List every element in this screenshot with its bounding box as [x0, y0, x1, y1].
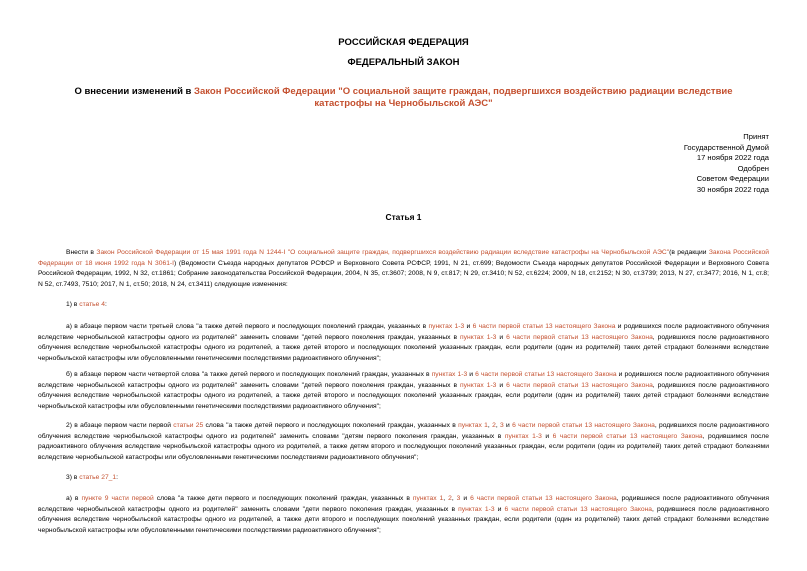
item-text: а) в абзаце первом части третьей слова "а также детей первого и последующих поколений граждан, указанных в: [66, 323, 429, 330]
article-4-link[interactable]: статье 4: [79, 301, 105, 308]
item-text: и: [494, 505, 505, 513]
item-text: и: [496, 333, 507, 341]
law-title-link[interactable]: Закон Российской Федерации "О социальной защите граждан, подвергшихся воздействию радиации вследствие катастрофы на Чернобыльской АЭС": [194, 86, 733, 109]
intro-text: Внести в: [66, 249, 97, 256]
item-1a: [38, 322, 769, 364]
item-3: [38, 473, 769, 484]
item-text: и родившихся после радиоактивного облучения вследствие чернобыльской катастрофы одного из родителей" заменить словами "детей первого поколения граждан, указанных в: [38, 371, 770, 389]
accepted-date: 17 ноября 2022 года: [696, 153, 769, 162]
item-text: 1) в: [66, 301, 80, 308]
approved-by: Советом Федерации: [696, 174, 769, 183]
points-link[interactable]: пунктах 1-3: [458, 505, 495, 513]
item-3a: [38, 494, 769, 536]
article-13-link[interactable]: 6 части первой статьи 13 настоящего Закона: [552, 432, 703, 440]
country-heading: РОССИЙСКАЯ ФЕДЕРАЦИЯ: [338, 37, 469, 48]
item-text: :: [116, 474, 118, 481]
approved-label: Одобрен: [737, 163, 769, 173]
intro-amending-law-link[interactable]: Закона Российской Федерации от 18 июня 1992 года N 3061-I: [38, 249, 769, 267]
article-13-link[interactable]: 6 части первой статьи 13 настоящего Закона: [504, 505, 652, 513]
points-link[interactable]: пунктах 1-3: [460, 333, 497, 341]
approved-date: 30 ноября 2022 года: [696, 184, 769, 194]
item-text: а) в: [66, 495, 82, 502]
article-13-link[interactable]: 6 части первой статьи 13 настоящего Закона: [475, 371, 617, 378]
item-1b: [38, 370, 769, 412]
item-text: и: [503, 422, 513, 429]
item-text: :: [104, 301, 107, 308]
item-text: и: [467, 371, 476, 378]
article-13-link[interactable]: 6 части первой статьи 13 настоящего Закона: [506, 333, 653, 341]
item-1: [38, 300, 769, 311]
intro-law-link[interactable]: Закон Российской Федерации от 15 мая 1991 года N 1244-I "О социальной защите граждан, подвергшихся воздействию радиации вследствие катастрофы на Чернобыльской АЭС": [96, 249, 670, 256]
point-1-link[interactable]: пунктах 1: [412, 495, 444, 502]
law-title-prefix: О внесении изменений в: [74, 86, 195, 97]
point-2-link[interactable]: 2: [448, 495, 452, 502]
accepted-label: Принят: [743, 132, 769, 141]
adoption-block: [569, 132, 769, 195]
item-text: 2) в абзаце первом части первой: [66, 422, 174, 429]
item-text: слова "а также дети первого и последующих поколений граждан, указанных в: [153, 495, 413, 502]
law-type-heading: ФЕДЕРАЛЬНЫЙ ЗАКОН: [347, 57, 460, 68]
item-text: ,: [451, 495, 457, 502]
article-13-link[interactable]: 6 части первой статьи 13 настоящего Закона: [472, 323, 616, 330]
intro-paragraph: [38, 248, 769, 290]
intro-text: (в редакции: [669, 249, 709, 256]
item-text: , родившихся после радиоактивного облучения вследствие чернобыльской катастрофы одного из родителей, а также детей второго и последующих поколений указанных граждан, если родители (один из родителей) таких детей страдают болезнями вследствие чернобыльской катастрофы или обусловленными генетическими последствиями радиоактивного облучения";: [38, 333, 770, 362]
accepted-by: Государственной Думой: [683, 142, 769, 152]
item-text: , родившиеся после радиоактивного облучения вследствие чернобыльской катастрофы одного из родителей" заменить словами "дети первого поколения граждан, указанных в: [38, 495, 770, 513]
intro-text: ) (Ведомости Съезда народных депутатов РСФСР и Верховного Совета РСФСР, 1991, N 21, ст.699; Ведомости Съезда народных депутатов Российской Федерации и Верховного Совета Российской Федерации, 1992, N 32, ст.1861; Собрание законодательства Российской Федерации, 2004, N 35, ст.3607; 2008, N 9, ст.817; N 29, ст.3410; N 52, ст.6224; 2009, N 18, ст.2152; N 30, ст.3739; 2013, N 27, ст.3477; 2016, N 1, ст.8; N 52, ст.7493, 7510; 2017, N 1, ст.50; 2018, N 24, ст.3411) следующие изменения:: [38, 259, 769, 288]
article-13-link[interactable]: 6 части первой статьи 13 настоящего Закона: [506, 381, 653, 389]
item-text: и: [541, 432, 553, 440]
points-link[interactable]: пунктах 1-3: [504, 432, 542, 440]
item-text: и: [464, 323, 473, 330]
article-13-link[interactable]: 6 части первой статьи 13 настоящего Закона: [470, 495, 617, 502]
points-link[interactable]: пунктах 1-3: [431, 371, 468, 378]
item-text: ,: [487, 422, 493, 429]
item-text: , родившиеся после радиоактивного облучения вследствие чернобыльской катастрофы одного из родителей, а также дети второго и последующих поколений указанных граждан, если родители (один из родителей) таких детей страдают болезнями вследствие чернобыльской катастрофы или обусловленными генетическими последствиями радиоактивного облучения";: [38, 505, 770, 534]
item-text: , родившимся после радиоактивного облучения вследствие чернобыльской катастрофы одного из родителей, а также детям второго и последующих поколений указанных граждан, если родители (один из родителей) таких детей страдают болезнями вследствие чернобыльской катастрофы или обусловленными генетическими последствиями радиоактивного облучения";: [38, 432, 770, 461]
point-9-link[interactable]: пункте 9 части первой: [81, 495, 154, 502]
article-title: Статья 1: [385, 212, 422, 222]
item-text: б) в абзаце первом части четвертой слова "а также детей первого и последующих поколений граждан, указанных в: [66, 371, 432, 378]
item-text: , родившихся после радиоактивного облучения вследствие чернобыльской катастрофы одного из родителей, а также детей второго и последующих поколений указанных граждан, если родители (один из родителей) таких детей страдают болезнями вследствие чернобыльской катастрофы или обусловленными генетическими последствиями радиоактивного облучения";: [38, 381, 770, 410]
article-27-1-link[interactable]: статье 27_1: [79, 474, 117, 481]
law-title: [60, 86, 747, 110]
item-text: ,: [443, 495, 449, 502]
points-link[interactable]: пунктах 1-3: [460, 381, 497, 389]
point-1-link[interactable]: пунктах 1: [458, 422, 488, 429]
item-2: [38, 421, 769, 463]
point-3-link[interactable]: 3: [500, 422, 504, 429]
item-text: 3) в: [66, 474, 80, 481]
item-text: и родившихся после радиоактивного облучения вследствие чернобыльской катастрофы одного из родителей" заменить словами "детей первого поколения граждан, указанных в: [38, 323, 770, 341]
article-13-link[interactable]: 6 части первой статьи 13 настоящего Закона: [512, 422, 655, 429]
item-text: ,: [495, 422, 500, 429]
points-link[interactable]: пунктах 1-3: [428, 323, 465, 330]
point-2-link[interactable]: 2: [492, 422, 496, 429]
item-text: и: [460, 495, 471, 502]
item-text: слова "а также детей первого и последующих поколений граждан, указанных в: [203, 422, 459, 429]
item-text: , родившихся после радиоактивного облучения вследствие чернобыльской катастрофы одного из родителей" заменить словами "детям первого поколения граждан, указанных в: [38, 422, 770, 440]
article-25-link[interactable]: статьи 25: [173, 422, 204, 429]
point-3-link[interactable]: 3: [456, 495, 461, 502]
item-text: и: [496, 381, 507, 389]
